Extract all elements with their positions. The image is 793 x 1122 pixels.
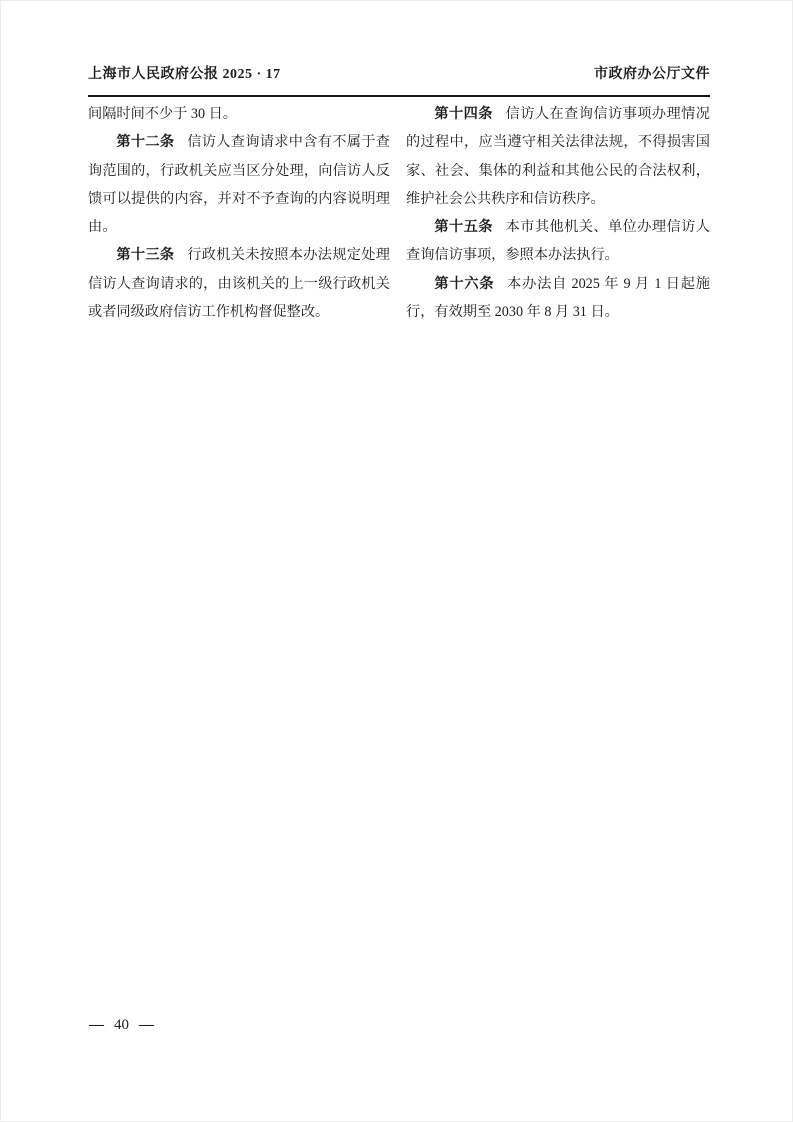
gazette-title: 上海市人民政府公报 2025 · 17 bbox=[88, 67, 281, 82]
document-category: 市政府办公厅文件 bbox=[594, 67, 710, 82]
page-footer bbox=[89, 1015, 154, 1035]
article-label: 第十二条 bbox=[116, 134, 175, 151]
footer-dash-right: — bbox=[139, 1017, 154, 1033]
footer-dash-left: — bbox=[89, 1017, 104, 1033]
paragraph-article-14 bbox=[406, 100, 710, 213]
article-label: 第十三条 bbox=[116, 247, 175, 264]
article-text: 本市其他机关、单位办理信访人查询信访事项，参照本办法执行。 bbox=[406, 219, 710, 264]
paragraph-article-16 bbox=[406, 270, 710, 327]
article-label: 第十六条 bbox=[434, 275, 495, 292]
article-text: 信访人查询请求中含有不属于查询范围的，行政机关应当区分处理，向信访人反馈可以提供的内容，并对不予查询的内容说明理由。 bbox=[88, 134, 390, 236]
paragraph-article-13 bbox=[88, 241, 390, 326]
document-body bbox=[88, 100, 710, 326]
paragraph-article-15 bbox=[406, 213, 710, 270]
article-text: 本办法自 2025 年 9 月 1 日起施行，有效期至 2030 年 8 月 31 日。 bbox=[406, 275, 710, 321]
article-label: 第十五条 bbox=[434, 219, 493, 236]
article-text: 信访人在查询信访事项办理情况的过程中，应当遵守相关法律法规，不得损害国家、社会、集体的利益和其他公民的合法权利，维护社会公共秩序和信访秩序。 bbox=[406, 106, 710, 207]
paragraph-continuation bbox=[88, 100, 390, 128]
paragraph-article-12 bbox=[88, 128, 390, 241]
page-header bbox=[88, 63, 710, 97]
article-label: 第十四条 bbox=[434, 106, 493, 122]
article-text: 行政机关未按照本办法规定处理信访人查询请求的，由该机关的上一级行政机关或者同级政府信访工作机构督促整改。 bbox=[88, 247, 390, 321]
right-column bbox=[406, 100, 710, 326]
page-number: 40 bbox=[114, 1017, 129, 1033]
left-column bbox=[88, 100, 390, 326]
paragraph-text: 间隔时间不少于 30 日。 bbox=[88, 106, 237, 122]
